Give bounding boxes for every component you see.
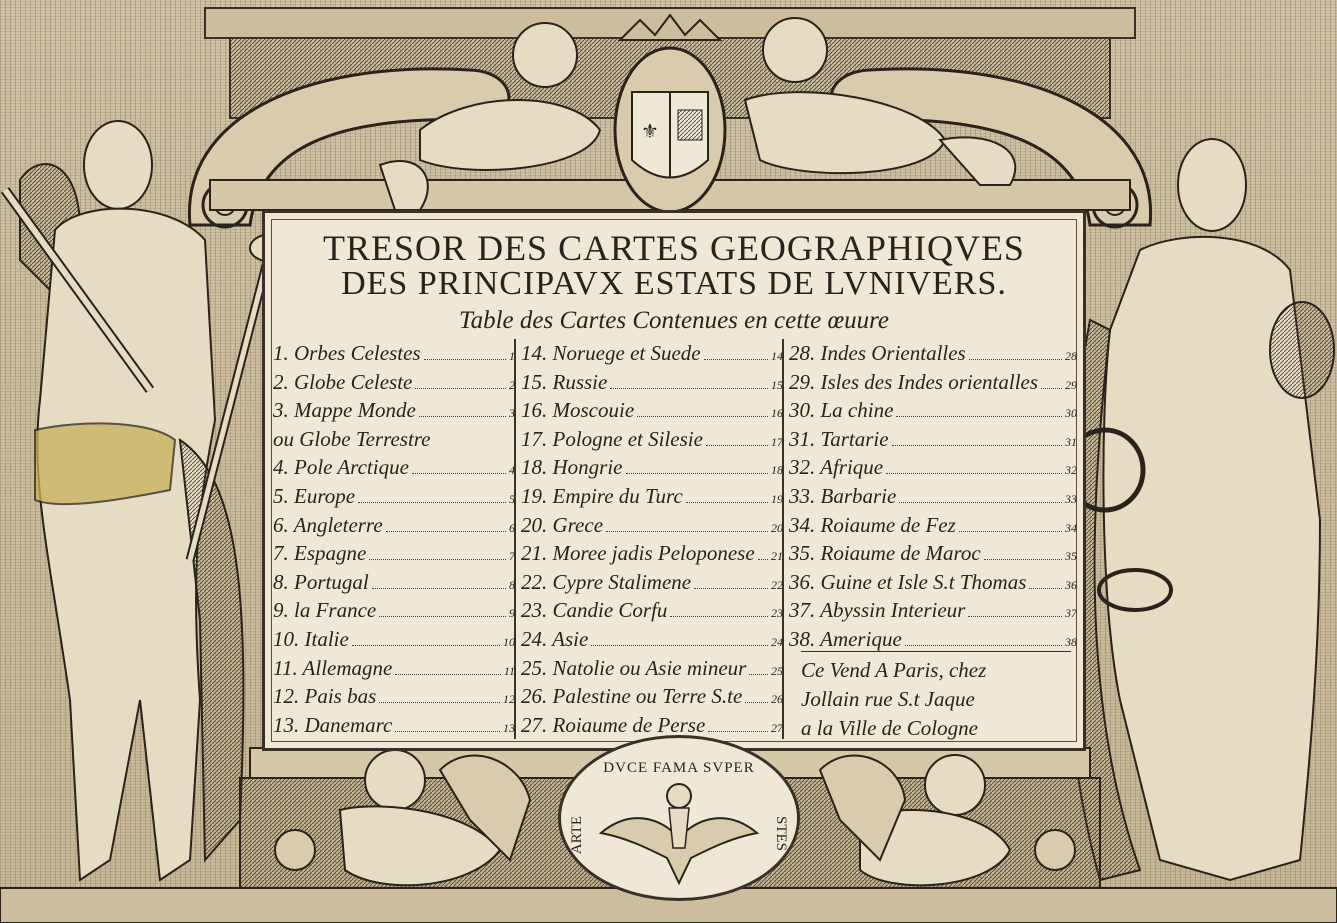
entry-label: 23. Candie Corfu: [521, 598, 668, 623]
entry-page-number: 30: [1065, 406, 1077, 421]
leader-dots: [1041, 374, 1062, 389]
entry-label: 22. Cypre Stalimene: [521, 569, 692, 594]
leader-dots: [984, 545, 1062, 560]
imprint-line: Jollain rue S.t Jaque: [801, 687, 975, 711]
entry-label: 28. Indes Orientalles: [789, 341, 966, 365]
contents-entry: [273, 598, 515, 627]
entry-label: 1. Orbes Celestes: [273, 341, 421, 365]
entry-label: 5. Europe: [273, 483, 356, 508]
leader-dots: [899, 488, 1062, 503]
entry-label: 13. Danemarc: [273, 712, 393, 737]
leader-dots: [424, 345, 506, 360]
entry-page-number: 8: [509, 577, 515, 592]
entry-page-number: 35: [1065, 549, 1077, 564]
entry-page-number: 33: [1065, 491, 1077, 506]
contents-entry: [789, 370, 1077, 399]
contents-entry: [789, 570, 1077, 599]
contents-entry: [789, 541, 1077, 570]
leader-dots: [626, 459, 769, 474]
entry-label: 27. Roiaume de Perse: [521, 712, 706, 737]
entry-label: 18. Hongrie: [521, 455, 623, 480]
entry-label: 35. Roiaume de Maroc: [789, 541, 981, 566]
entry-page-number: 9: [509, 606, 515, 621]
publisher-imprint: [801, 651, 1071, 743]
contents-entry: [789, 341, 1077, 370]
contents-entry: [273, 684, 515, 713]
entry-page-number: 18: [771, 463, 783, 478]
entry-page-number: 23: [771, 606, 783, 621]
leader-dots: [749, 660, 768, 675]
contents-entry: [273, 713, 515, 742]
leader-dots: [704, 345, 768, 360]
contents-entry: [273, 370, 515, 399]
entry-page-number: 38: [1065, 634, 1077, 649]
entry-page-number: 13: [503, 720, 515, 735]
entry-page-number: 26: [771, 692, 783, 707]
entry-label: 14. Noruege et Suede: [521, 341, 701, 365]
leader-dots: [606, 517, 768, 532]
contents-entry: [521, 427, 783, 456]
motto-medallion: [558, 735, 800, 901]
entry-label: 37. Abyssin Interieur: [789, 598, 966, 623]
contents-entry: [273, 627, 515, 656]
contents-entry: [521, 656, 783, 685]
entry-label: 33. Barbarie: [789, 483, 897, 508]
entry-label: 4. Pole Arctique: [273, 455, 409, 480]
entry-page-number: 5: [509, 491, 515, 506]
imprint-line: a la Ville de Cologne: [801, 716, 978, 740]
leader-dots: [892, 431, 1062, 446]
entry-page-number: 11: [503, 663, 515, 678]
main-title-line-2: DES PRINCIPAVX ESTATS DE LVNIVERS.: [341, 265, 1007, 302]
entry-page-number: 17: [771, 434, 783, 449]
leader-dots: [886, 459, 1062, 474]
entry-label: 29. Isles des Indes orientalles: [789, 369, 1039, 394]
leader-dots: [706, 431, 768, 446]
entry-label: 8. Portugal: [273, 569, 369, 594]
leader-dots: [670, 602, 768, 617]
entry-label: 3. Mappe Monde: [273, 398, 416, 423]
entry-label: 9. la France: [273, 598, 377, 623]
contents-entry: [521, 513, 783, 542]
leader-dots: [896, 402, 1062, 417]
leader-dots: [358, 488, 506, 503]
entry-label: 15. Russie: [521, 369, 608, 394]
contents-entry: [789, 398, 1077, 427]
leader-dots: [591, 631, 768, 646]
contents-entry: [521, 570, 783, 599]
leader-dots: [1029, 574, 1062, 589]
entry-page-number: 27: [771, 720, 783, 735]
entry-label: 6. Angleterre: [273, 512, 383, 537]
contents-column-1: [273, 341, 515, 741]
contents-column-3: [789, 341, 1077, 656]
contents-entry: [521, 684, 783, 713]
entry-page-number: 4: [509, 463, 515, 478]
entry-label: 19. Empire du Turc: [521, 483, 683, 508]
leader-dots: [379, 602, 506, 617]
entry-label: 20. Grece: [521, 512, 604, 537]
entry-label: 16. Moscouie: [521, 398, 635, 423]
contents-entry: [521, 484, 783, 513]
entry-page-number: 2: [509, 377, 515, 392]
entry-page-number: 29: [1065, 377, 1077, 392]
leader-dots: [352, 631, 500, 646]
contents-entry: [521, 341, 783, 370]
leader-dots: [395, 717, 500, 732]
leader-dots: [369, 545, 506, 560]
entry-label: 12. Pais bas: [273, 684, 377, 709]
entry-page-number: 31: [1065, 434, 1077, 449]
contents-entry: [273, 656, 515, 685]
contents-entry: [789, 513, 1077, 542]
motto-right: STES: [773, 816, 789, 852]
contents-entry: [273, 427, 515, 456]
main-title-line-1: TRESOR DES CARTES GEOGRAPHIQVES: [323, 228, 1025, 268]
entry-page-number: 3: [509, 406, 515, 421]
imprint-line: Ce Vend A Paris, chez: [801, 658, 987, 682]
motto-text: DVCE FAMA SVPER: [603, 760, 755, 776]
contents-entry: [789, 427, 1077, 456]
contents-entry: [521, 455, 783, 484]
entry-label: 2. Globe Celeste: [273, 369, 413, 394]
entry-page-number: 14: [771, 349, 783, 363]
leader-dots: [415, 374, 506, 389]
leader-dots: [905, 631, 1062, 646]
entry-label: 34. Roiaume de Fez: [789, 512, 956, 537]
contents-entry: [273, 455, 515, 484]
contents-entry: [273, 341, 515, 370]
entry-page-number: 15: [771, 377, 783, 392]
table-cartouche: [262, 210, 1086, 751]
entry-page-number: 12: [503, 692, 515, 707]
leader-dots: [379, 688, 500, 703]
contents-entry: [789, 598, 1077, 627]
leader-dots: [386, 517, 506, 532]
entry-page-number: 28: [1065, 349, 1077, 363]
contents-column-2: [521, 341, 783, 741]
entry-page-number: 25: [771, 663, 783, 678]
leader-dots: [372, 574, 506, 589]
entry-label: 25. Natolie ou Asie mineur: [521, 655, 747, 680]
entry-page-number: 21: [771, 549, 783, 564]
leader-dots: [686, 488, 768, 503]
leader-dots: [412, 459, 506, 474]
entry-page-number: 34: [1065, 520, 1077, 535]
svg-text:⚜: ⚜: [641, 119, 659, 143]
entry-page-number: 32: [1065, 463, 1077, 478]
leader-dots: [395, 660, 501, 675]
contents-entry: [273, 541, 515, 570]
entry-page-number: 20: [771, 520, 783, 535]
contents-entry: [521, 398, 783, 427]
entry-page-number: 6: [509, 520, 515, 535]
entry-page-number: 37: [1065, 606, 1077, 621]
entry-label: 21. Moree jadis Peloponese: [521, 541, 755, 566]
leader-dots: [969, 345, 1062, 360]
contents-entry: [521, 627, 783, 656]
leader-dots: [959, 517, 1062, 532]
entry-label: 30. La chine: [789, 398, 894, 423]
entry-page-number: 24: [771, 634, 783, 649]
contents-entry: [273, 398, 515, 427]
entry-label: 26. Palestine ou Terre S.te: [521, 684, 743, 709]
leader-dots: [708, 717, 768, 732]
leader-dots: [610, 374, 768, 389]
entry-label: 36. Guine et Isle S.t Thomas: [789, 569, 1027, 594]
contents-entry: [789, 455, 1077, 484]
leader-dots: [637, 402, 768, 417]
entry-label: ou Globe Terrestre: [273, 426, 431, 451]
contents-entry: [521, 541, 783, 570]
entry-page-number: 7: [509, 549, 515, 564]
leader-dots: [968, 602, 1062, 617]
entry-page-number: 22: [771, 577, 783, 592]
contents-entry: [273, 570, 515, 599]
contents-entry: [521, 598, 783, 627]
contents-entry: [521, 370, 783, 399]
leader-dots: [694, 574, 768, 589]
entry-label: 10. Italie: [273, 626, 349, 651]
entry-label: 11. Allemagne: [273, 655, 393, 680]
contents-entry: [273, 484, 515, 513]
leader-dots: [745, 688, 768, 703]
entry-page-number: 1: [509, 349, 515, 363]
entry-label: 32. Afrique: [789, 455, 884, 480]
entry-label: 31. Tartarie: [789, 426, 889, 451]
entry-page-number: 16: [771, 406, 783, 421]
contents-entry: [273, 513, 515, 542]
table-subtitle: Table des Cartes Contenues en cette œuure: [458, 307, 890, 334]
contents-entry: [789, 484, 1077, 513]
leader-dots: [419, 402, 506, 417]
entry-label: 24. Asie: [521, 626, 589, 651]
entry-page-number: 19: [771, 491, 783, 506]
entry-label: 38. Amerique: [789, 626, 902, 651]
motto-left: ARTE: [569, 816, 585, 855]
leader-dots: [758, 545, 768, 560]
entry-page-number: 36: [1065, 577, 1077, 592]
entry-page-number: 10: [503, 634, 515, 649]
entry-label: 7. Espagne: [273, 541, 367, 566]
entry-label: 17. Pologne et Silesie: [521, 426, 703, 451]
eagle-icon: [561, 738, 797, 898]
